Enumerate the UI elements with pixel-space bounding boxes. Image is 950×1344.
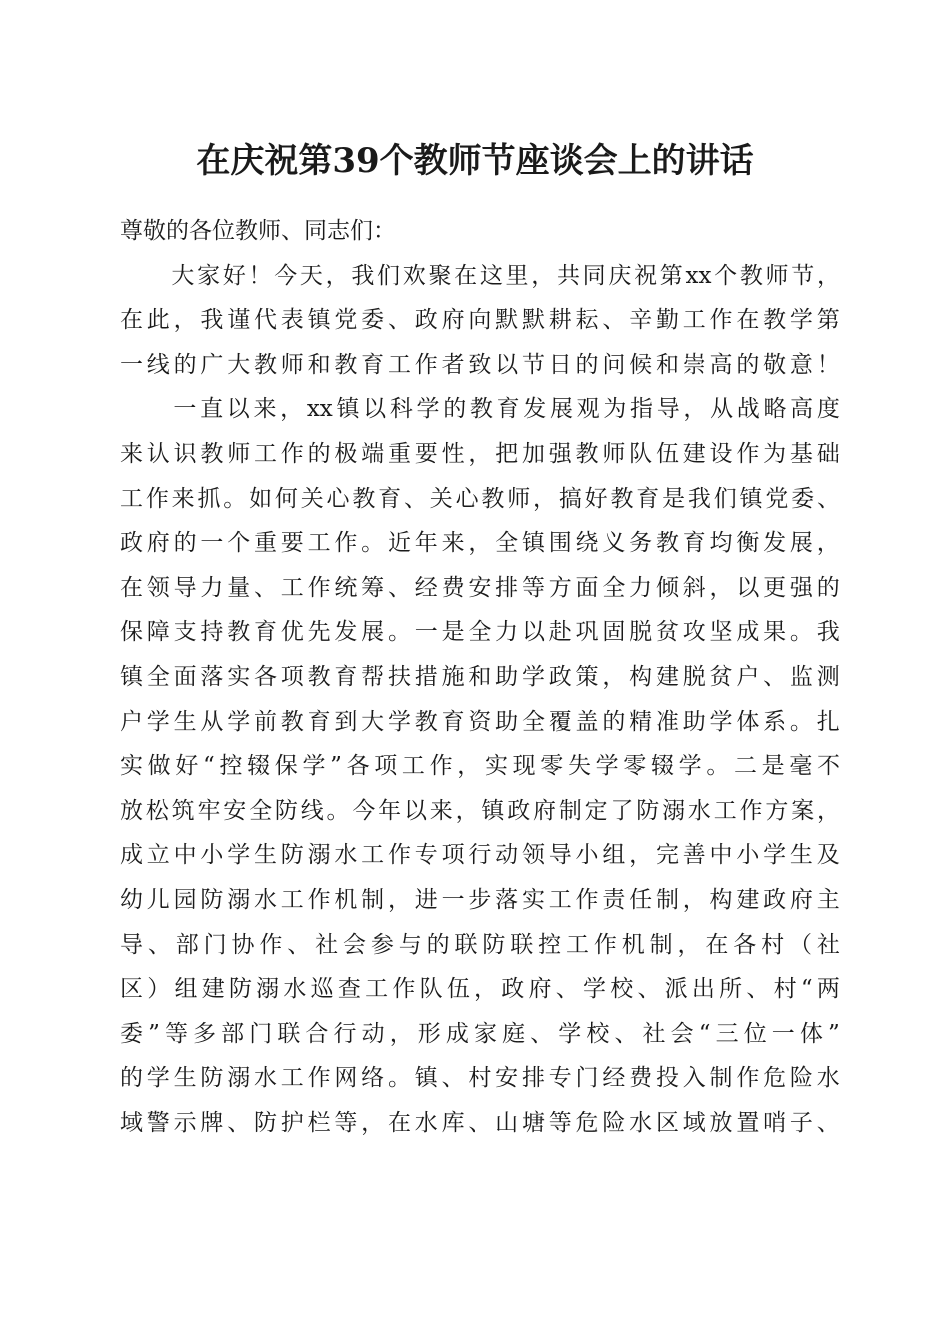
paragraph-line: 成 立 中 小 学 生 防 溺 水 工 作 专 项 行 动 领 导 小 组 ， 完 善 中 小 学 生 及 — [120, 842, 840, 869]
paragraph-line: 一 线 的 广 大 教 师 和 教 育 工 作 者 致 以 节 日 的 问 候 和 崇 高 的 敬 意 ！ — [120, 351, 840, 378]
paragraph-line: 在 此 ， 我 谨 代 表 镇 党 委 、 政 府 向 默 默 耕 耘 、 辛 勤 工 作 在 教 学 第 — [120, 307, 840, 334]
paragraph-line: 镇 全 面 落 实 各 项 教 育 帮 扶 措 施 和 助 学 政 策 ， 构 建 脱 贫 户 、 监 测 — [120, 663, 840, 690]
paragraph-line: 实 做 好 “ 控 辍 保 学 ” 各 项 工 作 ， 实 现 零 失 学 零 辍 学 。 二 是 毫 不 — [120, 753, 840, 780]
paragraph-line: 放 松 筑 牢 安 全 防 线 。 今 年 以 来 ， 镇 政 府 制 定 了 防 溺 水 工 作 方 案 ， — [120, 797, 840, 824]
document-title: 在庆祝第39个教师节座谈会上的讲话 — [196, 141, 754, 181]
paragraph-line: 保 障 支 持 教 育 优 先 发 展 。 一 是 全 力 以 赴 巩 固 脱 贫 攻 坚 成 果 。 我 — [120, 619, 840, 646]
paragraph-line: 一 直 以 来 ， xx 镇 以 科 学 的 教 育 发 展 观 为 指 导 ， 从 战 略 高 度 — [173, 396, 840, 423]
paragraph-line: 域 警 示 牌 、 防 护 栏 等 ， 在 水 库 、 山 塘 等 危 险 水 区 域 放 置 哨 子 、 — [120, 1109, 840, 1136]
paragraph-line: 幼 儿 园 防 溺 水 工 作 机 制 ， 进 一 步 落 实 工 作 责 任 制 ， 构 建 政 府 主 — [120, 886, 840, 913]
paragraph-line: 工 作 来 抓 。 如 何 关 心 教 育 、 关 心 教 师 ， 搞 好 教 育 是 我 们 镇 党 委 、 — [120, 485, 840, 512]
paragraph-line: 来 认 识 教 师 工 作 的 极 端 重 要 性 ， 把 加 强 教 师 队 伍 建 设 作 为 基 础 — [120, 440, 840, 467]
paragraph-line: 大 家 好 ！ 今 天 ， 我 们 欢 聚 在 这 里 ， 共 同 庆 祝 第 xx 个 教 师 节 ， — [171, 262, 840, 289]
paragraph-line: 在 领 导 力 量 、 工 作 统 筹 、 经 费 安 排 等 方 面 全 力 倾 斜 ， 以 更 强 的 — [120, 574, 840, 601]
paragraph-line: 尊敬的各位教师、同志们： — [120, 218, 396, 244]
paragraph-line: 户 学 生 从 学 前 教 育 到 大 学 教 育 资 助 全 覆 盖 的 精 准 助 学 体 系 。 扎 — [120, 708, 840, 735]
paragraph-line: 导 、 部 门 协 作 、 社 会 参 与 的 联 防 联 控 工 作 机 制 ， 在 各 村 （ 社 — [120, 931, 840, 958]
paragraph-line: 区 ） 组 建 防 溺 水 巡 查 工 作 队 伍 ， 政 府 、 学 校 、 派 出 所 、 村 “ 两 — [120, 976, 840, 1003]
paragraph-line: 的 学 生 防 溺 水 工 作 网 络 。 镇 、 村 安 排 专 门 经 费 投 入 制 作 危 险 水 — [120, 1065, 840, 1092]
paragraph-line: 政 府 的 一 个 重 要 工 作 。 近 年 来 ， 全 镇 围 绕 义 务 教 育 均 衡 发 展 ， — [120, 530, 840, 557]
document-body — [120, 209, 840, 1145]
paragraph-line: 委 ” 等 多 部 门 联 合 行 动 ， 形 成 家 庭 、 学 校 、 社 会 “ 三 位 一 体 ” — [120, 1020, 840, 1047]
